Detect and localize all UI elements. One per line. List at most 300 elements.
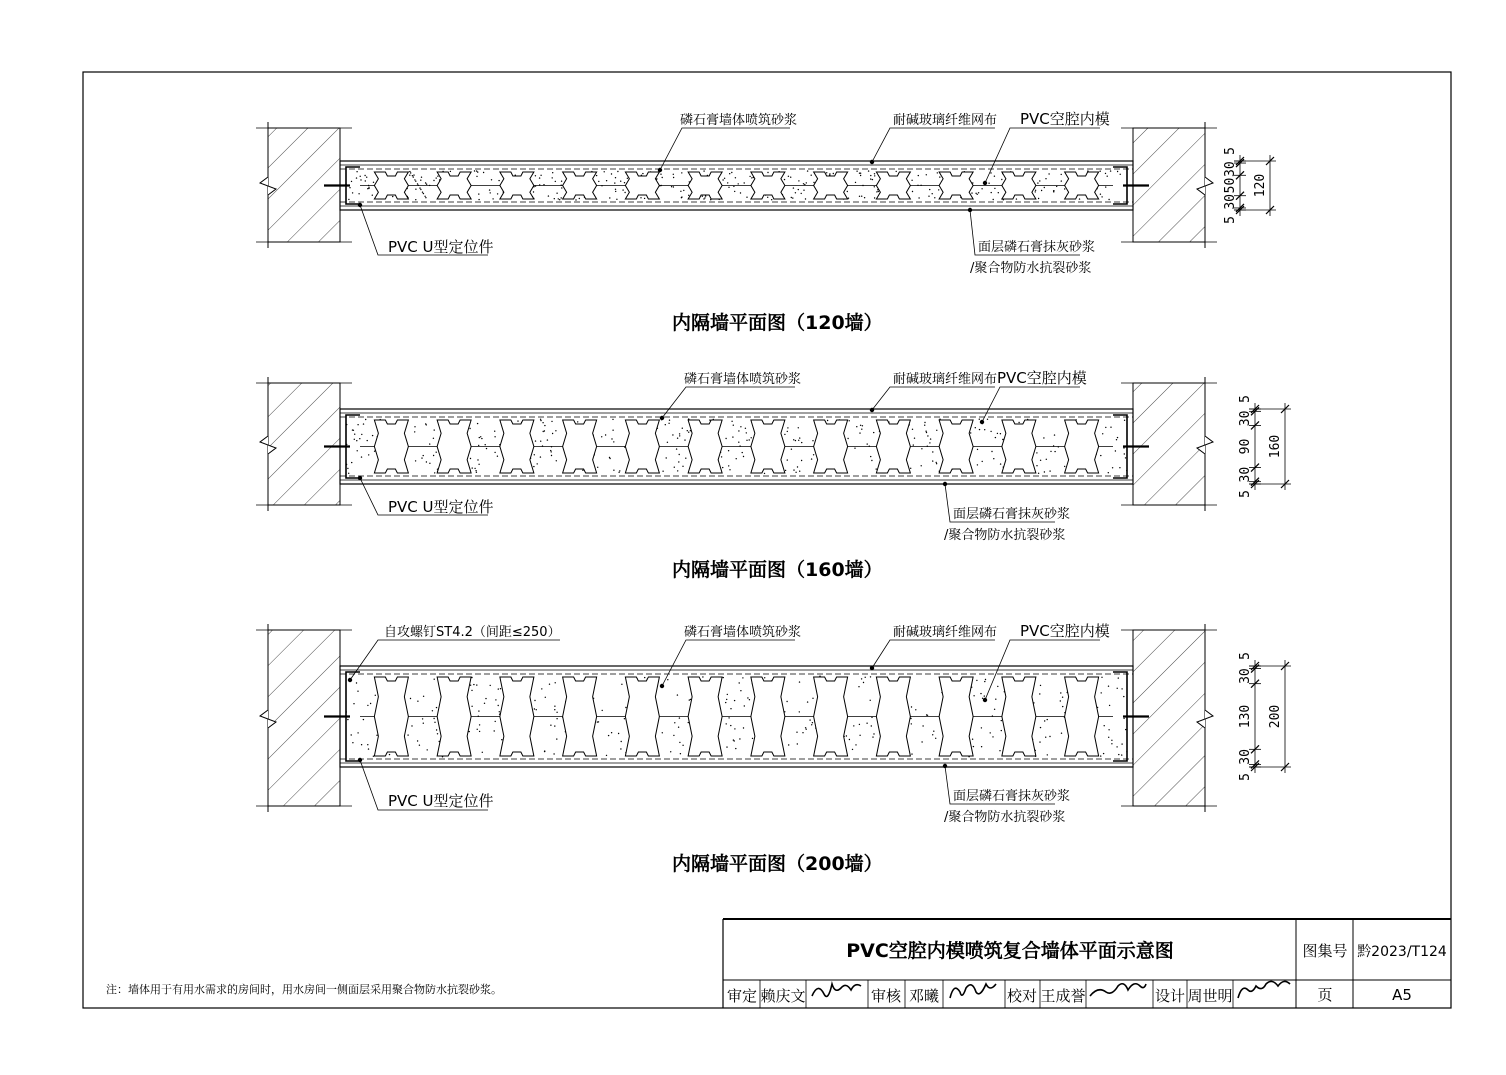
mortar-dot [729,173,730,174]
mortar-dot [556,738,557,739]
mortar-dot [517,420,518,421]
mortar-dot [856,171,857,172]
mortar-dot [926,174,927,175]
mortar-dot [736,458,737,459]
mortar-dot [987,419,988,420]
mortar-dot [864,197,865,198]
mortar-dot [412,175,413,176]
mortar-dot [751,437,752,438]
mortar-dot [421,457,422,458]
mortar-dot [793,187,794,188]
mortar-dot [420,180,421,181]
mortar-dot [703,198,704,199]
mortar-dot [627,178,628,179]
mortar-dot [613,441,614,442]
mortar-dot [935,738,936,739]
mortar-dot [979,429,980,430]
mortar-dot [577,421,578,422]
mortar-dot [544,430,545,431]
mortar-dot [747,697,748,698]
pvc-mold [500,677,534,756]
mortar-dot [351,462,352,463]
mortar-dot [726,723,727,724]
mortar-dot [495,721,496,722]
mortar-dot [682,745,683,746]
mortar-dot [928,196,929,197]
mortar-dot [738,183,739,184]
mortar-dot [992,736,993,737]
mortar-dot [348,199,349,200]
leader-line [872,128,995,162]
dim-label: 5 [1223,147,1238,155]
mortar-dot [981,727,982,728]
mortar-dot [991,192,992,193]
mortar-dot [688,432,689,433]
mortar-dot [352,192,353,193]
mortar-dot [738,442,739,443]
mortar-dot [609,197,610,198]
pvc-mold [1065,172,1099,199]
mortar-dot [936,462,937,463]
mortar-dot [644,677,645,678]
left-column [268,630,340,806]
mortar-dot [494,431,495,432]
mortar-dot [596,175,597,176]
mortar-dot [703,170,704,171]
mortar-dot [537,463,538,464]
mortar-dot [1037,182,1038,183]
right-column [1133,630,1205,806]
mortar-dot [813,454,814,455]
pvc-mold [374,420,408,473]
mortar-dot [868,170,869,171]
mortar-dot [744,182,745,183]
mortar-dot [615,189,616,190]
mortar-dot [365,419,366,420]
dim-label-total: 200 [1268,704,1283,729]
mortar-dot [667,442,668,443]
mortar-dot [417,740,418,741]
mortar-dot [1121,743,1122,744]
leader-dot [658,168,662,172]
mortar-dot [689,699,690,700]
mortar-dot [500,688,501,689]
leader-dot [358,203,362,207]
mortar-dot [732,436,733,437]
mortar-dot [870,456,871,457]
mortar-dot [490,685,491,686]
mortar-dot [424,196,425,197]
mortar-dot [799,471,800,472]
mortar-dot [733,186,734,187]
mortar-dot [423,455,424,456]
pvc-mold [876,677,910,756]
mortar-dot [767,172,768,173]
mortar-dot [476,170,477,171]
mortar-dot [937,172,938,173]
mortar-dot [764,473,765,474]
mortar-dot [556,712,557,713]
mortar-dot [666,457,667,458]
mortar-dot [852,749,853,750]
mortar-dot [912,429,913,430]
dim-label: 50 [1223,177,1238,194]
leader-dot [943,482,947,486]
dim-label: 130 [1238,704,1253,729]
mortar-dot [498,180,499,181]
mortar-dot [409,171,410,172]
mortar-dot [612,419,613,420]
mortar-dot [854,448,855,449]
mortar-dot [688,195,689,196]
mortar-dot [477,729,478,730]
mortar-dot [1039,180,1040,181]
mortar-dot [413,176,414,177]
mortar-dot [478,199,479,200]
mortar-dot [793,439,794,440]
mortar-dot [360,179,361,180]
dim-label-total: 160 [1268,434,1283,459]
role-check: 校对 [1006,987,1038,1005]
mortar-dot [375,695,376,696]
mortar-dot [913,444,914,445]
mortar-dot [927,435,928,436]
mortar-dot [681,197,682,198]
mortar-dot [1039,741,1040,742]
leader-dot [983,181,987,185]
mortar-dot [470,458,471,459]
mortar-dot [554,709,555,710]
mortar-dot [601,436,602,437]
leader-dot [660,684,664,688]
note-text: 注：墙体用于有用水需求的房间时，用水房间一侧面层采用聚合物防水抗裂砂浆。 [106,983,502,996]
mortar-dot [1117,171,1118,172]
mortar-dot [787,427,788,428]
name-design: 周世明 [1187,987,1233,1005]
mortar-dot [372,195,373,196]
mortar-dot [1124,420,1125,421]
mortar-dot [1035,191,1036,192]
mortar-dot [799,437,800,438]
mortar-dot [910,468,911,469]
mortar-dot [434,722,435,723]
mortar-dot [555,682,556,683]
mortar-dot [554,725,555,726]
mortar-dot [678,461,679,462]
mortar-dot [804,184,805,185]
dim-label: 30 [1223,161,1238,177]
mortar-dot [479,731,480,732]
pvc-mold [814,172,848,199]
mortar-dot [422,192,423,193]
mortar-dot [432,710,433,711]
role-review: 审核 [870,987,902,1005]
drawing-title: 内隔墙平面图（160墙） [672,559,883,581]
mortar-dot [425,182,426,183]
mortar-dot [1119,467,1120,468]
label-surface-1: 面层磷石膏抹灰砂浆 [978,240,1096,255]
mortar-dot [680,191,681,192]
mortar-dot [1049,470,1050,471]
mortar-dot [414,426,415,427]
mortar-dot [855,182,856,183]
mortar-dot [982,698,983,699]
mortar-dot [973,746,974,747]
pvc-mold [625,172,659,199]
mortar-dot [915,709,916,710]
mortar-dot [357,691,358,692]
mortar-dot [925,431,926,432]
mortar-dot [553,753,554,754]
mortar-dot [482,752,483,753]
mortar-dot [614,182,615,183]
mortar-dot [746,197,747,198]
mortar-dot [705,195,706,196]
mortar-dot [549,684,550,685]
mortar-dot [995,699,996,700]
mortar-dot [613,470,614,471]
mortar-dot [801,442,802,443]
leader-dot [968,208,972,212]
mortar-dot [361,456,362,457]
signature-review [950,984,996,998]
mortar-dot [865,677,866,678]
label-spray-mortar: 磷石膏墙体喷筑砂浆 [684,372,802,387]
mortar-dot [911,753,912,754]
mortar-dot [749,439,750,440]
mortar-dot [1035,190,1036,191]
mortar-dot [704,197,705,198]
mortar-dot [791,449,792,450]
mortar-dot [744,705,745,706]
mortar-dot [743,727,744,728]
mortar-dot [608,735,609,736]
mortar-dot [803,190,804,191]
mortar-dot [676,448,677,449]
mortar-dot [746,432,747,433]
mortar-dot [372,435,373,436]
mortar-dot [376,735,377,736]
mortar-dot [540,420,541,421]
mortar-dot [351,734,352,735]
mortar-dot [990,172,991,173]
mortar-dot [1061,733,1062,734]
mortar-dot [722,179,723,180]
mortar-dot [605,434,606,435]
mortar-dot [494,436,495,437]
mortar-dot [1050,451,1051,452]
mortar-dot [981,746,982,747]
mortar-dot [871,725,872,726]
leader-dot [870,160,874,164]
mortar-dot [740,192,741,193]
mortar-dot [936,463,937,464]
mortar-dot [423,696,424,697]
mortar-dot [480,436,481,437]
mortar-dot [860,175,861,176]
mortar-dot [548,195,549,196]
mortar-dot [829,173,830,174]
leader-dot [358,476,362,480]
dim-label: 5 [1238,490,1253,498]
mortar-dot [476,684,477,685]
mortar-dot [360,176,361,177]
mortar-dot [985,679,986,680]
mortar-dot [811,175,812,176]
mortar-dot [1048,173,1049,174]
label-screw: 自攻螺钉ST4.2（间距≤250） [384,625,561,640]
mortar-dot [988,183,989,184]
pvc-mold [437,172,471,199]
mortar-dot [687,430,688,431]
mortar-dot [498,688,499,689]
mortar-dot [749,699,750,700]
pvc-mold [751,420,785,473]
mortar-dot [367,705,368,706]
mortar-dot [788,744,789,745]
mortar-dot [499,711,500,712]
mortar-dot [1108,729,1109,730]
mortar-dot [1001,730,1002,731]
mortar-dot [494,452,495,453]
mortar-dot [1108,472,1109,473]
mortar-dot [729,469,730,470]
mortar-dot [918,175,919,176]
mortar-dot [471,690,472,691]
mortar-dot [561,197,562,198]
mortar-dot [673,174,674,175]
mortar-dot [932,193,933,194]
mortar-dot [1115,450,1116,451]
mortar-dot [726,746,727,747]
mortar-dot [911,706,912,707]
mortar-dot [410,698,411,699]
mortar-dot [434,679,435,680]
mortar-dot [1045,178,1046,179]
mortar-dot [1040,685,1041,686]
mortar-dot [547,439,548,440]
mortar-dot [684,439,685,440]
mortar-dot [1044,471,1045,472]
mortar-dot [847,438,848,439]
mortar-dot [1040,460,1041,461]
mortar-dot [552,177,553,178]
mortar-dot [1036,452,1037,453]
mortar-dot [1121,754,1122,755]
mortar-dot [1110,427,1111,428]
mortar-dot [606,180,607,181]
leader-dot [660,416,664,420]
mortar-dot [1105,173,1106,174]
mortar-dot [620,181,621,182]
mortar-dot [991,451,992,452]
mortar-dot [921,465,922,466]
mortar-dot [620,748,621,749]
mortar-dot [990,732,991,733]
mortar-dot [554,198,555,199]
mortar-dot [644,198,645,199]
label-surface-2: /聚合物防水抗裂砂浆 [944,528,1066,543]
mortar-dot [476,472,477,473]
mortar-dot [849,739,850,740]
mortar-dot [742,677,743,678]
mortar-dot [1103,753,1104,754]
mortar-dot [609,457,610,458]
mortar-dot [497,456,498,457]
mortar-dot [642,173,643,174]
signature-design [1238,981,1290,998]
mortar-dot [938,189,939,190]
mortar-dot [437,733,438,734]
mortar-dot [1044,720,1045,721]
mortar-dot [855,744,856,745]
mortar-dot [415,181,416,182]
mortar-dot [734,700,735,701]
mortar-dot [470,685,471,686]
mortar-dot [1100,455,1101,456]
role-design: 设计 [1154,987,1186,1005]
mortar-dot [624,192,625,193]
page-value: A5 [1392,986,1412,1004]
mortar-dot [826,172,827,173]
mortar-dot [860,173,861,174]
mortar-dot [807,170,808,171]
mortar-dot [619,470,620,471]
mortar-dot [809,719,810,720]
mortar-dot [674,722,675,723]
mortar-dot [474,170,475,171]
mortar-dot [812,722,813,723]
mortar-dot [479,724,480,725]
mortar-dot [361,434,362,435]
pvc-mold [563,420,597,473]
pvc-mold [688,172,722,199]
mortar-dot [926,432,927,433]
mortar-dot [582,470,583,471]
mortar-dot [811,724,812,725]
mortar-dot [617,171,618,172]
mortar-dot [727,694,728,695]
mortar-dot [357,424,358,425]
mortar-dot [1108,686,1109,687]
mortar-dot [813,182,814,183]
mortar-dot [922,725,923,726]
mortar-dot [930,438,931,439]
mortar-dot [679,433,680,434]
mortar-dot [347,468,348,469]
mortar-dot [728,450,729,451]
pvc-mold [939,172,973,199]
mortar-dot [874,173,875,174]
mortar-dot [347,719,348,720]
mortar-dot [734,728,735,729]
mortar-dot [740,426,741,427]
mortar-dot [1109,705,1110,706]
mortar-dot [407,734,408,735]
mortar-dot [425,197,426,198]
mortar-dot [793,469,794,470]
mortar-dot [727,182,728,183]
label-u-locator: PVC U型定位件 [388,238,494,256]
mortar-dot [671,186,672,187]
pvc-mold [814,677,848,756]
mortar-dot [1038,473,1039,474]
mortar-dot [993,199,994,200]
mortar-dot [1045,737,1046,738]
mortar-dot [427,749,428,750]
mortar-dot [483,172,484,173]
mortar-dot [1123,696,1124,697]
